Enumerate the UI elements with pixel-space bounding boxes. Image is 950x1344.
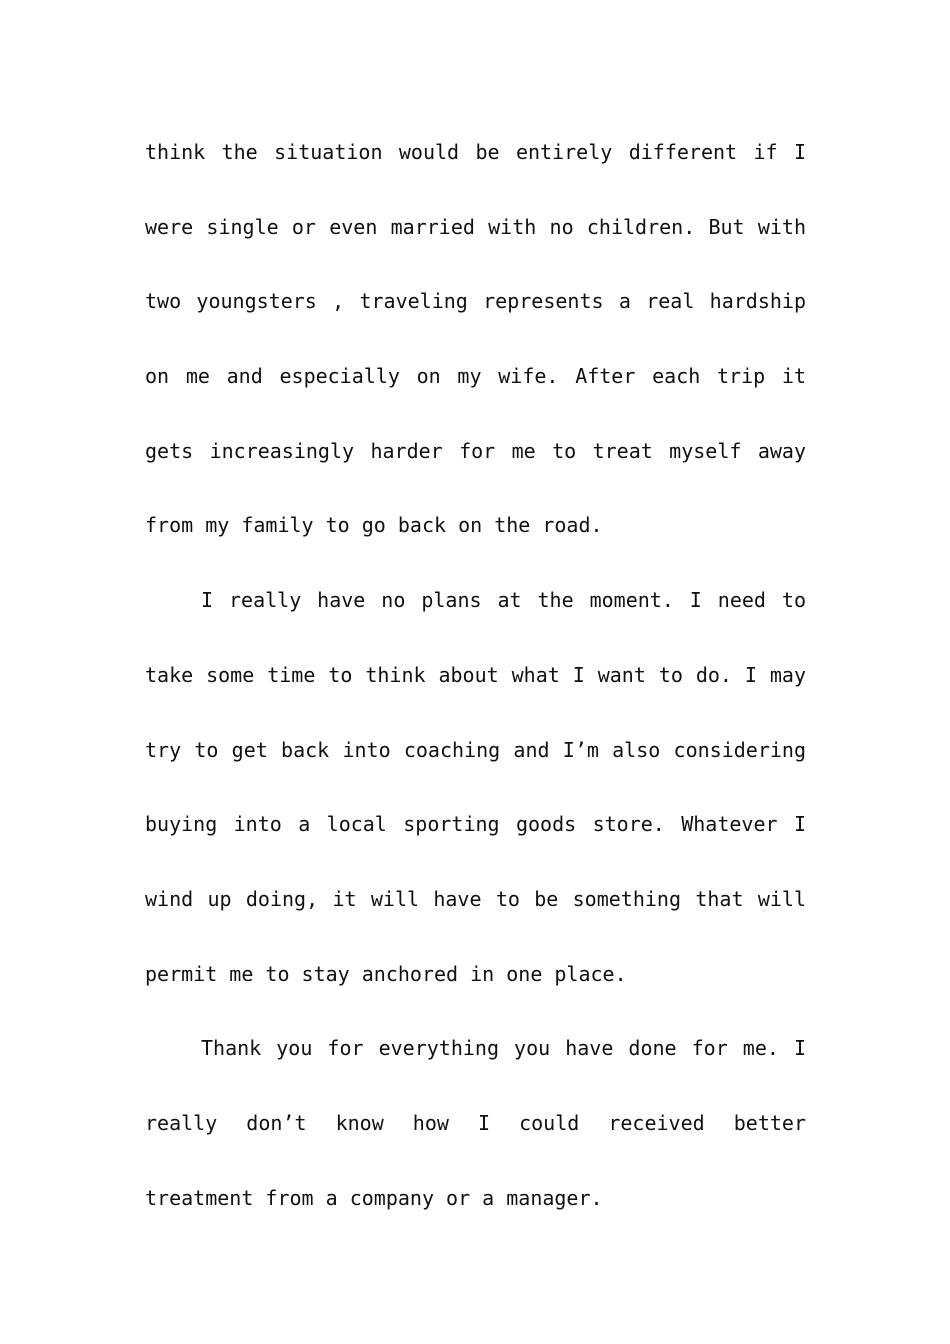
text-line: really don’t know how I could received better [145, 1110, 806, 1135]
text-line: wind up doing, it will have to be something that will [145, 886, 806, 911]
text-line: were single or even married with no children. But with [145, 214, 806, 239]
text-line: permit me to stay anchored in one place. [145, 961, 627, 986]
text-line: treatment from a company or a manager. [145, 1185, 603, 1210]
text-line: buying into a local sporting goods store. Whatever I [145, 812, 806, 837]
text-line: think the situation would be entirely different if I [145, 140, 806, 164]
text-line: from my family to go back on the road. [145, 513, 603, 538]
text-line: gets increasingly harder for me to treat myself away [145, 438, 806, 463]
text-line: Thank you for everything you have done for me. I [201, 1036, 806, 1061]
text-line: two youngsters , traveling represents a real hardship [145, 289, 806, 314]
text-line: on me and especially on my wife. After each trip it [145, 364, 806, 389]
text-line: try to get back into coaching and I’m also considering [145, 737, 806, 762]
text-line: take some time to think about what I want to do. I may [145, 662, 806, 687]
letter-body [145, 133, 806, 1253]
text-line: I really have no plans at the moment. I need to [201, 588, 806, 613]
